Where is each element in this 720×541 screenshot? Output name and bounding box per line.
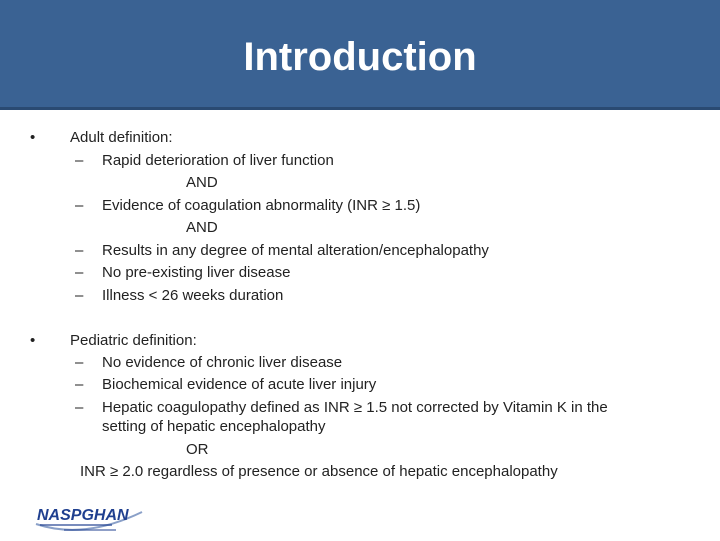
dash: – bbox=[75, 242, 84, 259]
pediatric-item-1: No evidence of chronic liver disease bbox=[102, 354, 343, 371]
pediatric-item-3-cont: setting of hepatic encephalopathy bbox=[102, 418, 326, 435]
pediatric-item-2: Biochemical evidence of acute liver injury bbox=[102, 376, 377, 393]
pediatric-item-3: Hepatic coagulopathy defined as INR ≥ 1.5 not corrected by Vitamin K in the bbox=[102, 399, 608, 416]
bullet-adult: • bbox=[30, 129, 36, 146]
dash: – bbox=[75, 287, 84, 304]
adult-item-5: Illness < 26 weeks duration bbox=[102, 287, 284, 304]
adult-item-3: Results in any degree of mental alteration/encephalopathy bbox=[102, 242, 489, 259]
dash: – bbox=[75, 354, 84, 371]
pediatric-heading: Pediatric definition: bbox=[70, 332, 197, 349]
connector-and-2: AND bbox=[186, 219, 218, 236]
adult-heading: Adult definition: bbox=[70, 129, 173, 146]
dash: – bbox=[75, 197, 84, 214]
dash: – bbox=[75, 152, 84, 169]
bullet-pediatric: • bbox=[30, 332, 36, 349]
pediatric-extra: INR ≥ 2.0 regardless of presence or absence of hepatic encephalopathy bbox=[80, 463, 558, 480]
dash: – bbox=[75, 264, 84, 281]
slide-title: Introduction bbox=[243, 35, 477, 79]
connector-and-1: AND bbox=[186, 174, 218, 191]
connector-or: OR bbox=[186, 441, 209, 458]
logo-wordmark: NASPGHAN bbox=[37, 507, 129, 524]
adult-item-2: Evidence of coagulation abnormality (INR ≥ 1.5) bbox=[102, 197, 421, 214]
dash: – bbox=[75, 399, 84, 416]
naspghan-logo bbox=[34, 500, 146, 536]
title-bar bbox=[0, 0, 720, 110]
logo-graphic bbox=[34, 500, 146, 536]
dash: – bbox=[75, 376, 84, 393]
adult-item-1: Rapid deterioration of liver function bbox=[102, 152, 334, 169]
adult-item-4: No pre-existing liver disease bbox=[102, 264, 291, 281]
logo-tagline-line-2 bbox=[64, 529, 116, 531]
logo-tagline-line-1 bbox=[40, 524, 112, 526]
